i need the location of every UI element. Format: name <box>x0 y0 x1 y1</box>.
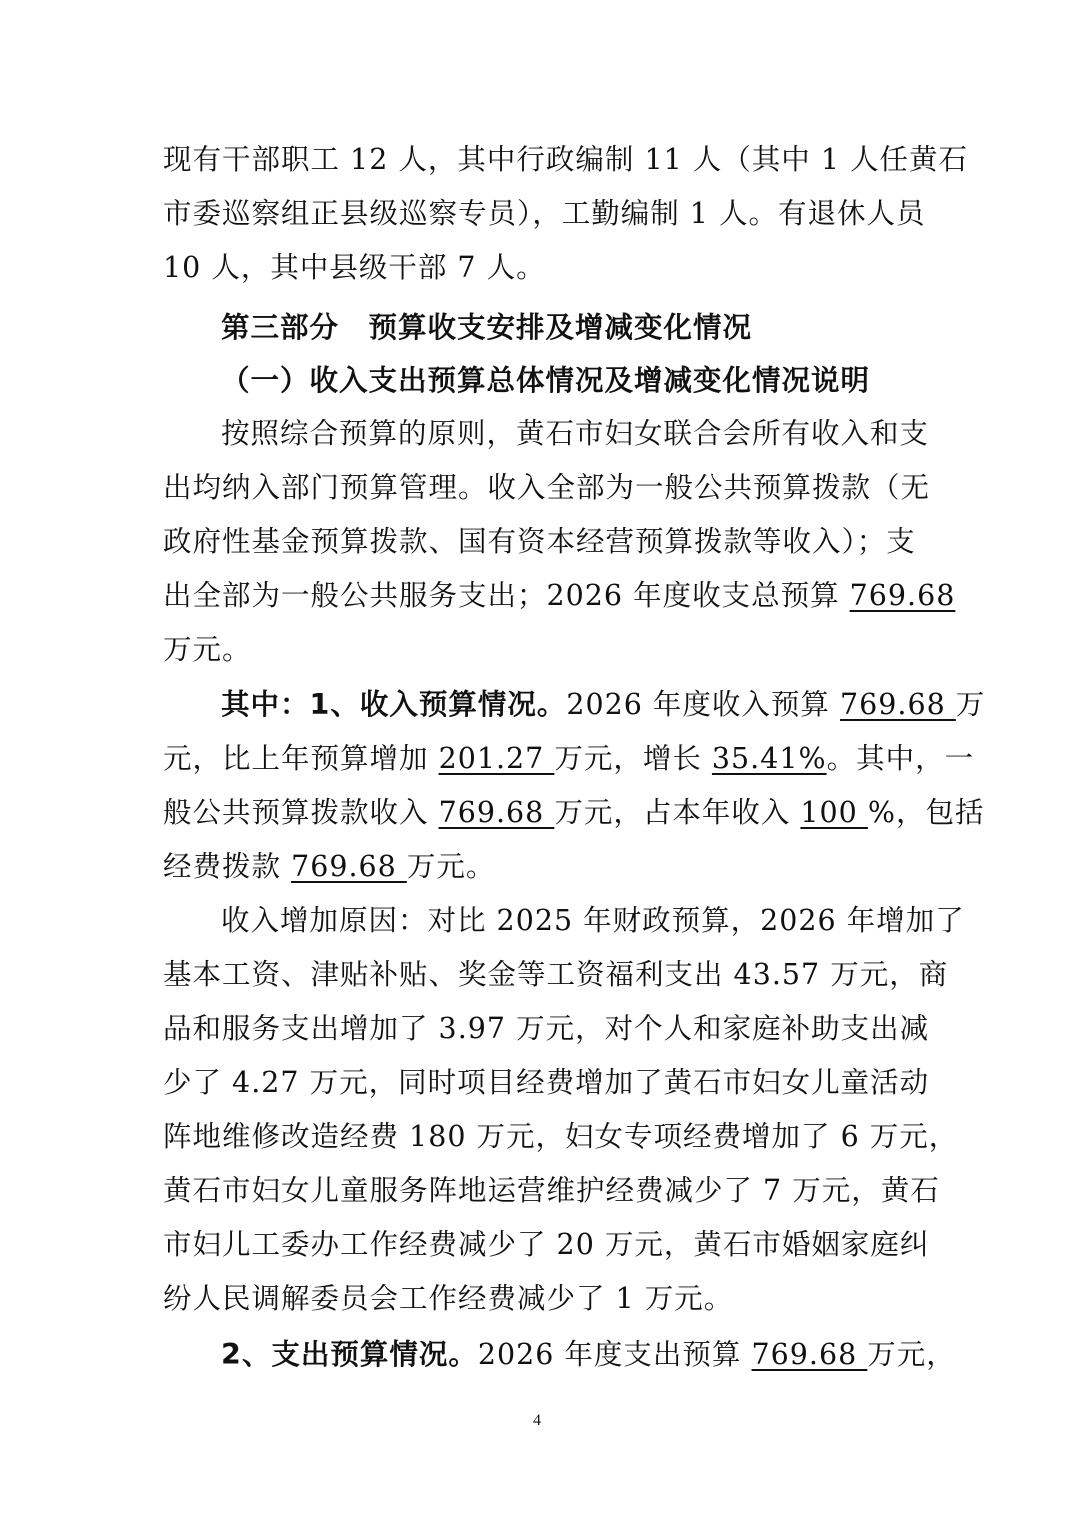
subsection-heading: （一）收入支出预算总体情况及增减变化情况说明 <box>221 364 871 397</box>
text-line: 收入增加原因：对比 2025 年财政预算，2026 年增加了 <box>221 904 965 937</box>
text-line: 市委巡察组正县级巡察专员），工勤编制 1 人。有退休人员 <box>163 197 926 230</box>
text-line <box>163 840 913 894</box>
expenditure-label: 2、支出预算情况。 <box>221 1338 478 1371</box>
text-span: 2026 年度支出预算 <box>477 1338 752 1371</box>
increase-value: 201.27 <box>438 742 555 775</box>
expenditure-paragraph <box>163 1328 956 1382</box>
text-line <box>163 1328 956 1382</box>
text-span: 万 <box>955 688 986 721</box>
expenditure-value: 769.68 <box>751 1338 868 1371</box>
income-value: 769.68 <box>840 688 956 721</box>
page-number: 4 <box>533 1412 541 1429</box>
text-span: 2026 年度收入预算 <box>566 688 840 721</box>
text-span: 般公共预算拨款收入 <box>163 796 439 829</box>
text-span: 经费拨款 <box>163 850 292 883</box>
share-value: 100 <box>800 796 868 829</box>
income-reason-paragraph <box>163 894 965 1326</box>
text-span: 万元，占本年收入 <box>554 796 801 829</box>
growth-rate: 35.41% <box>711 742 827 775</box>
text-line: 纷人民调解委员会工作经费减少了 1 万元。 <box>163 1282 734 1315</box>
text-span: 万元。 <box>406 850 496 883</box>
text-line: 现有干部职工 12 人，其中行政编制 11 人（其中 1 人任黄石 <box>163 143 969 176</box>
text-line: 品和服务支出增加了 3.97 万元，对个人和家庭补助支出减 <box>163 1012 930 1045</box>
text-line: 市妇儿工委办工作经费减少了 20 万元，黄石市婚姻家庭纠 <box>163 1228 930 1261</box>
funding-value: 769.68 <box>291 850 407 883</box>
text-line: 黄石市妇女儿童服务阵地运营维护经费减少了 7 万元，黄石 <box>163 1174 940 1207</box>
income-paragraph <box>163 678 986 894</box>
text-line: 少了 4.27 万元，同时项目经费增加了黄石市妇女儿童活动 <box>163 1066 930 1099</box>
text-span: 出全部为一般公共服务支出；2026 年度收支总预算 <box>163 579 850 612</box>
budget-overview-paragraph <box>163 407 956 677</box>
text-span: 元，比上年预算增加 <box>163 742 439 775</box>
text-line <box>163 569 956 623</box>
public-budget-value: 769.68 <box>438 796 555 829</box>
text-line <box>163 786 985 840</box>
text-line: 政府性基金预算拨款、国有资本经营预算拨款等收入）；支 <box>163 525 916 558</box>
total-budget-value: 769.68 <box>849 579 956 612</box>
text-line: 出均纳入部门预算管理。收入全部为一般公共预算拨款（无 <box>163 471 931 504</box>
text-line <box>163 732 975 786</box>
text-span: 万元，增长 <box>554 742 712 775</box>
text-line <box>163 678 986 732</box>
text-line: 基本工资、津贴补贴、奖金等工资福利支出 43.57 万元，商 <box>163 958 949 991</box>
staff-paragraph <box>163 133 969 295</box>
text-span: 。其中，一 <box>826 742 975 775</box>
income-label: 其中：1、收入预算情况。 <box>221 688 567 721</box>
text-line: 按照综合预算的原则，黄石市妇女联合会所有收入和支 <box>221 417 930 450</box>
text-line: 10 人，其中县级干部 7 人。 <box>163 251 546 284</box>
section-heading: 第三部分 预算收支安排及增减变化情况 <box>221 311 753 344</box>
text-span: %，包括 <box>867 796 985 829</box>
text-line: 阵地维修改造经费 180 万元，妇女专项经费增加了 6 万元， <box>163 1120 959 1153</box>
text-span: 万元， <box>867 1338 956 1371</box>
text-line: 万元。 <box>163 633 252 666</box>
